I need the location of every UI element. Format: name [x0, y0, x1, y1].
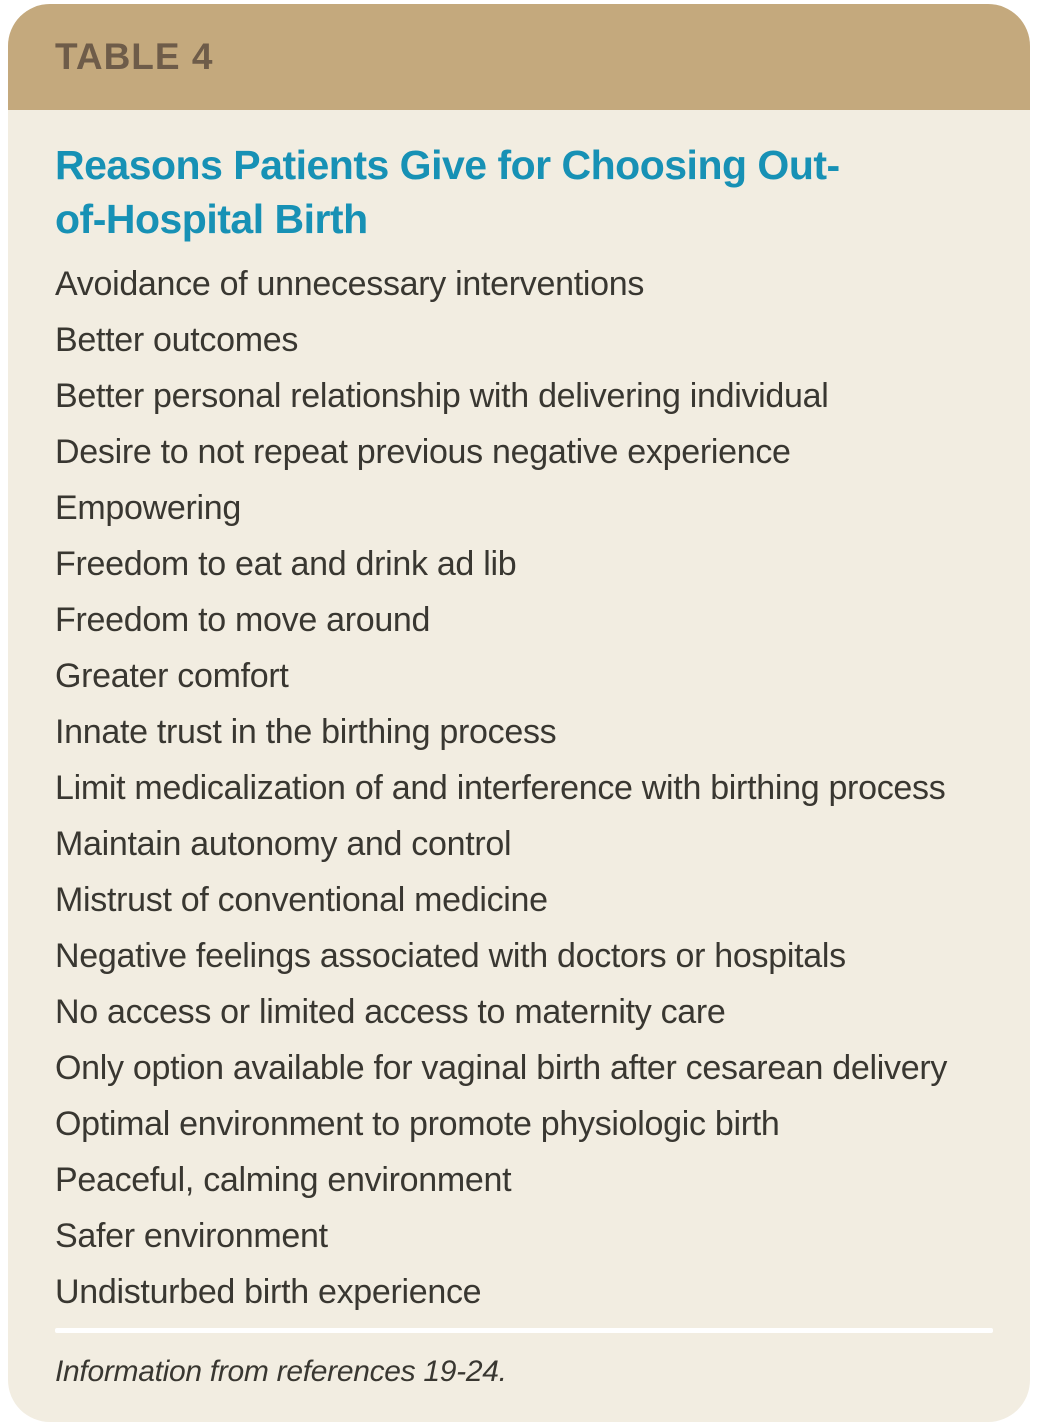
reason-item: Limit medicalization of and interference with birthing process — [55, 769, 946, 807]
reason-item: Undisturbed birth experience — [55, 1273, 482, 1311]
reason-item: Greater comfort — [55, 657, 289, 695]
reasons-list — [55, 256, 993, 1320]
table-number-label: TABLE 4 — [55, 36, 214, 77]
source-footnote: Information from references 19-24. — [55, 1355, 507, 1388]
reason-item: Peaceful, calming environment — [55, 1161, 512, 1199]
reason-item: Maintain autonomy and control — [55, 825, 512, 863]
reason-item: Better outcomes — [55, 321, 299, 359]
reason-item: Freedom to eat and drink ad lib — [55, 545, 517, 583]
reason-item: Empowering — [55, 489, 241, 527]
table-content — [8, 138, 1030, 1389]
reason-item: Safer environment — [55, 1217, 328, 1255]
reason-item: Mistrust of conventional medicine — [55, 881, 548, 919]
reason-item: Freedom to move around — [55, 601, 431, 639]
reason-item: Negative feelings associated with doctors or hospitals — [55, 937, 846, 975]
reason-item: No access or limited access to maternity care — [55, 993, 726, 1031]
reason-item: Avoidance of unnecessary interventions — [55, 265, 645, 303]
reason-item: Optimal environment to promote physiologic birth — [55, 1105, 780, 1143]
reason-item: Innate trust in the birthing process — [55, 713, 557, 751]
footnote-divider — [55, 1328, 993, 1333]
reason-item: Better personal relationship with delivering individual — [55, 377, 829, 415]
table-header-band — [8, 4, 1030, 110]
table-title: Reasons Patients Give for Choosing Out-of-Hospital Birth — [55, 142, 840, 242]
reason-item: Desire to not repeat previous negative experience — [55, 433, 791, 471]
table-4-card — [8, 4, 1030, 1422]
reason-item: Only option available for vaginal birth after cesarean delivery — [55, 1049, 948, 1087]
